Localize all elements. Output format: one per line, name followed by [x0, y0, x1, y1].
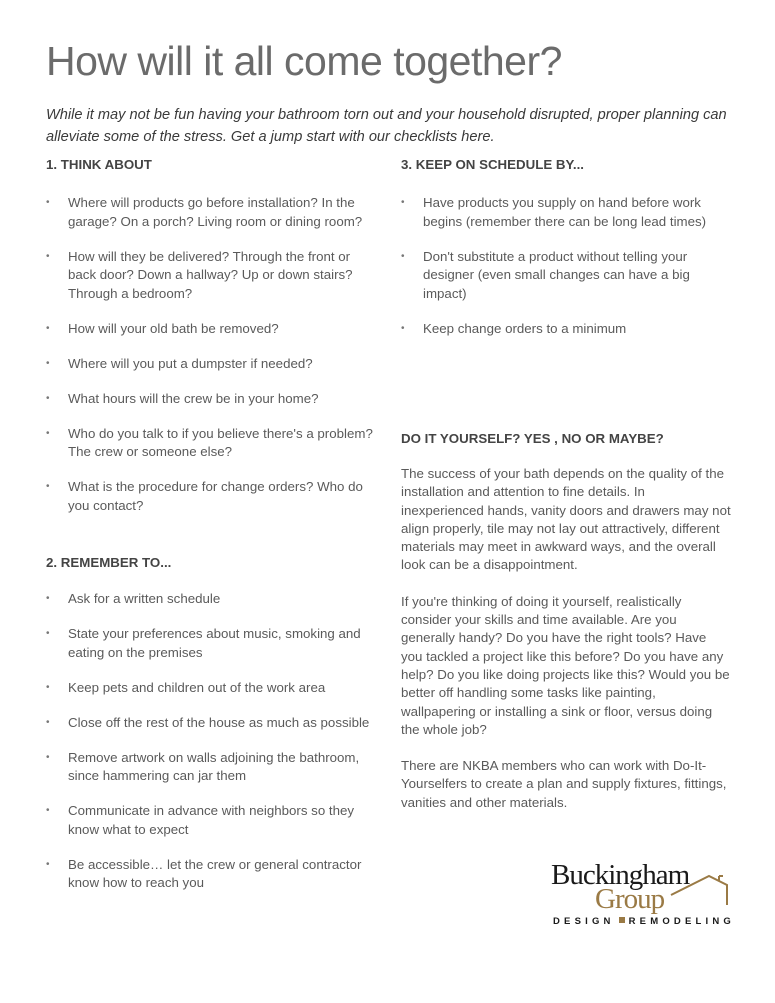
- keep-on-schedule-heading: 3. KEEP ON SCHEDULE BY...: [401, 157, 585, 172]
- list-item: • Where will products go before installation? In the garage? On a porch? Living room or dining room?: [46, 194, 381, 231]
- remember-to-heading: 2. REMEMBER TO...: [46, 555, 172, 570]
- remember-to-list: [46, 590, 381, 893]
- list-item: • What is the procedure for change orders? Who do you contact?: [46, 478, 381, 515]
- intro-text: While it may not be fun having your bathroom torn out and your household disrupted, proper planning can alleviate some of the stress. Get a jump start with our checklists here.: [46, 107, 727, 145]
- diy-section: [401, 429, 731, 830]
- logo-word-buckingham: Buckingham: [551, 859, 690, 891]
- tagline-design: DESIGN: [553, 916, 615, 927]
- list-item: • Close off the rest of the house as much as possible: [46, 714, 381, 733]
- diy-paragraph: The success of your bath depends on the quality of the installation and attention to fine details. In inexperienced hands, vanity doors and drawers may not align properly, tile may not lay out attractively, different materials may meet in awkward ways, and the overall look can be a disappointment.: [401, 466, 731, 573]
- diy-heading: DO IT YOURSELF? YES , NO OR MAYBE?: [401, 431, 664, 446]
- page-title: How will it all come together?: [46, 38, 562, 84]
- logo-tagline: [553, 916, 735, 927]
- list-item: • Ask for a written schedule: [46, 590, 381, 609]
- list-item: • What hours will the crew be in your home?: [46, 390, 381, 409]
- right-column: [401, 155, 731, 810]
- think-about-section: [46, 155, 381, 515]
- think-about-heading: 1. THINK ABOUT: [46, 157, 152, 172]
- logo-word-group: Group: [595, 883, 665, 915]
- tagline-remodeling: REMODELING: [628, 916, 736, 927]
- buckingham-group-logo: [551, 860, 736, 930]
- diy-paragraph: There are NKBA members who can work with Do-It-Yourselfers to create a plan and supply fixtures, fittings, vanities and other materials.: [401, 758, 727, 810]
- tagline-separator-icon: [619, 917, 625, 923]
- list-item: • Who do you talk to if you believe there's a problem? The crew or someone else?: [46, 425, 381, 462]
- list-item: • Don't substitute a product without telling your designer (even small changes can have a big impact): [401, 248, 731, 304]
- keep-on-schedule-section: [401, 155, 731, 338]
- list-item: • State your preferences about music, smoking and eating on the premises: [46, 625, 381, 662]
- list-item: • Keep pets and children out of the work area: [46, 679, 381, 698]
- list-item: • How will they be delivered? Through the front or back door? Down a hallway? Up or down stairs? Through a bedroom?: [46, 248, 381, 304]
- list-item: • Remove artwork on walls adjoining the bathroom, since hammering can jar them: [46, 749, 381, 786]
- left-column: [46, 155, 381, 909]
- remember-to-section: [46, 553, 381, 893]
- think-about-list: [46, 194, 381, 515]
- list-item: • Keep change orders to a minimum: [401, 320, 731, 339]
- list-item: • Where will you put a dumpster if needed?: [46, 355, 381, 374]
- list-item: • Be accessible… let the crew or general contractor know how to reach you: [46, 856, 381, 893]
- list-item: • Communicate in advance with neighbors so they know what to expect: [46, 802, 381, 839]
- list-item: • Have products you supply on hand before work begins (remember there can be long lead times): [401, 194, 731, 231]
- keep-on-schedule-list: [401, 194, 731, 338]
- diy-paragraph: If you're thinking of doing it yourself, realistically consider your skills and time available. Are you generally handy? Do you have the right tools? Have you tackled a project like this before? Do you have any help? Do you like doing projects like this? Would you be better off handling some tasks like painting, wallpapering or installing a sink or floor, versus doing the whole job?: [401, 593, 730, 737]
- list-item: • How will your old bath be removed?: [46, 320, 381, 339]
